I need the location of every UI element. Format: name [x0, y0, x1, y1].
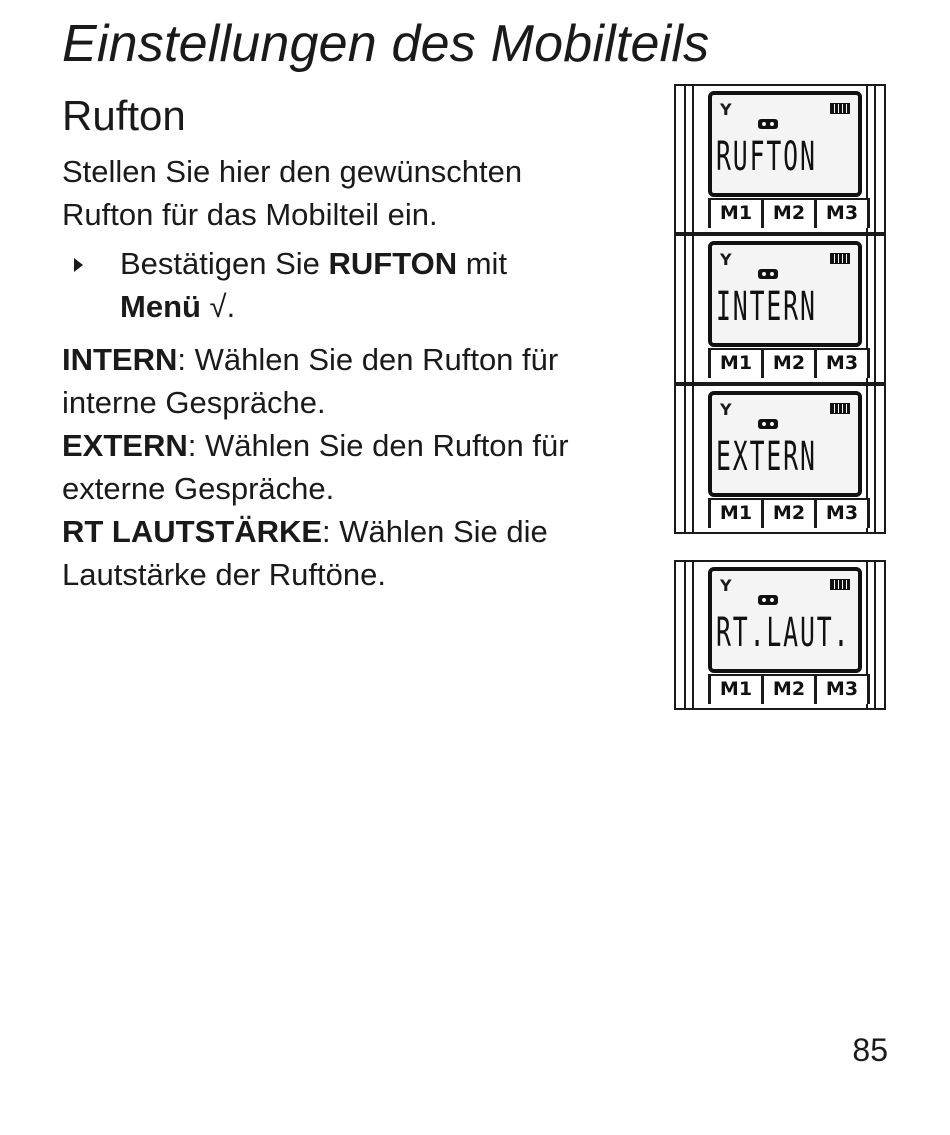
definition-rt-lautstaerke: [62, 510, 622, 596]
softkey-m3: M3: [814, 350, 870, 378]
softkey-m1: M1: [708, 676, 761, 704]
keyword-rufton: RUFTON: [328, 246, 458, 281]
display-rt-laut: [674, 560, 886, 710]
handset-icon: [758, 419, 778, 429]
definition-term: RT LAUTSTÄRKE: [62, 514, 323, 549]
softkey-m3: M3: [814, 500, 870, 528]
battery-icon: [830, 253, 850, 264]
lcd-text: INTERN: [716, 284, 817, 330]
lcd-text: RUFTON: [716, 134, 817, 180]
step-text: Bestätigen Sie RUFTON mit Menü √.: [120, 246, 508, 324]
antenna-icon: Y: [720, 400, 732, 419]
lcd-screen: [708, 391, 862, 497]
definition-text: : Wählen Sie den Rufton für interne Gespräche.: [62, 342, 559, 420]
display-extern: [674, 384, 886, 534]
definition-text: : Wählen Sie die Lautstärke der Ruftöne.: [62, 514, 548, 592]
softkey-m1: M1: [708, 350, 761, 378]
antenna-icon: Y: [720, 100, 732, 119]
softkey-m3: M3: [814, 200, 870, 228]
lcd-screen: [708, 91, 862, 197]
softkey-m3: M3: [814, 676, 870, 704]
battery-icon: [830, 403, 850, 414]
softkey-m1: M1: [708, 500, 761, 528]
intro-paragraph: Stellen Sie hier den gewünschten Rufton für das Mobilteil ein.: [62, 154, 523, 232]
definition-intern: [62, 338, 622, 424]
display-intern: [674, 234, 886, 384]
handset-icon: [758, 595, 778, 605]
lcd-text: RT.LAUT.: [716, 610, 851, 656]
page-title: Einstellungen des Mobilteils: [62, 15, 710, 73]
display-rufton: [674, 84, 886, 234]
section-title: Rufton: [62, 92, 186, 139]
softkey-m1: M1: [708, 200, 761, 228]
definition-text: : Wählen Sie den Rufton für externe Gespräche.: [62, 428, 569, 506]
softkey-m2: M2: [761, 350, 814, 378]
battery-icon: [830, 579, 850, 590]
lcd-screen: [708, 241, 862, 347]
battery-icon: [830, 103, 850, 114]
lcd-text: EXTERN: [716, 434, 817, 480]
definitions: [62, 338, 622, 596]
definition-extern: [62, 424, 622, 510]
softkey-m2: M2: [761, 500, 814, 528]
handset-icon: [758, 269, 778, 279]
antenna-icon: Y: [720, 576, 732, 595]
softkey-m2: M2: [761, 200, 814, 228]
page-number: 85: [852, 1032, 888, 1068]
handset-icon: [758, 119, 778, 129]
antenna-icon: Y: [720, 250, 732, 269]
triangle-right-icon: [74, 258, 83, 272]
definition-term: EXTERN: [62, 428, 188, 463]
menu-key-label: Menü: [120, 289, 201, 324]
definition-term: INTERN: [62, 342, 178, 377]
softkey-m2: M2: [761, 676, 814, 704]
lcd-screen: [708, 567, 862, 673]
